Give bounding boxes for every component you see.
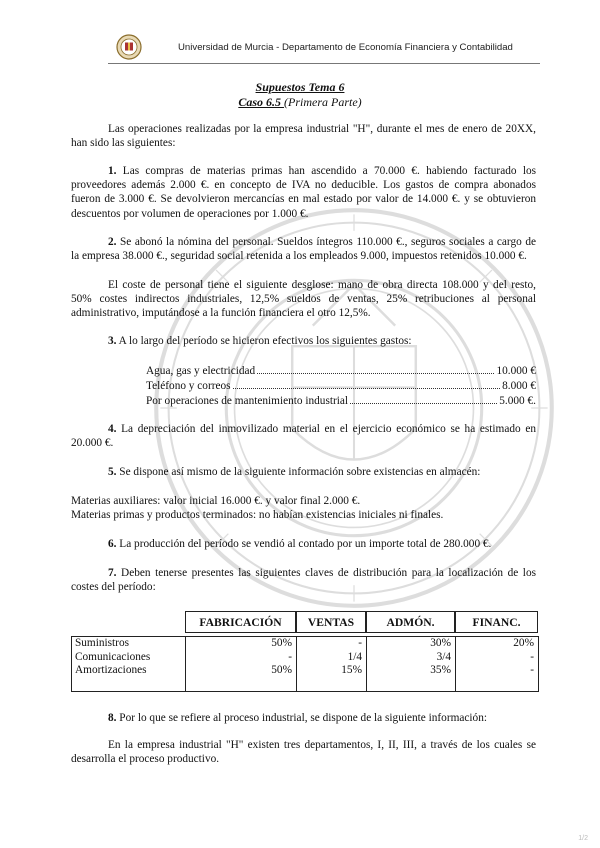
leader-dots (257, 364, 494, 374)
table-cell: - (530, 650, 534, 663)
document-title: Supuestos Tema 6 (255, 80, 345, 94)
table-cell: - (288, 650, 292, 663)
item-3-num: 3. (108, 335, 117, 347)
table-row (71, 664, 538, 678)
expense-label: Agua, gas y electricidad (146, 365, 256, 377)
col-header-ventas: VENTAS (296, 611, 366, 633)
item-8-num: 8. (108, 712, 117, 724)
table-cell: 50% (271, 664, 292, 676)
intro-paragraph: Las operaciones realizadas por la empresa industrial "H", durante el mes de enero de 20XX, han sido las siguientes: (71, 123, 536, 150)
table-cell: - (358, 637, 362, 649)
expense-amount: 5.000 €. (499, 395, 536, 407)
item-5-line-1: Materias auxiliares: valor inicial 16.000 €. y valor final 2.000 €. (71, 495, 361, 507)
table-row (71, 651, 538, 665)
table-corner (71, 611, 185, 633)
distribution-table (71, 611, 538, 678)
row-label: Comunicaciones (75, 650, 151, 663)
expense-row (146, 364, 536, 378)
row-label: Amortizaciones (75, 664, 147, 676)
item-8-text: Por lo que se refiere al proceso industrial, se dispone de la siguiente información: (116, 712, 487, 724)
item-2 (71, 235, 536, 263)
item-5-line-2: Materias primas y productos terminados: no habían existencias iniciales ni finales. (71, 509, 444, 521)
item-2-breakdown: El coste de personal tiene el siguiente desglose: mano de obra directa 108.000 y del resto, 50% costes indirectos industriales, 12,5% sueldos de ventas, 25% retribuciones al personal administrativo, imputándose a la función financiera el otro 12,5%. (71, 279, 536, 320)
item-4-text: La depreciación del inmovilizado material en el ejercicio económico se ha estimado en 20.000 €. (71, 423, 536, 450)
header-rule (108, 63, 540, 64)
item-4 (71, 422, 536, 450)
table-cell: - (530, 664, 534, 676)
item-5-text: Se dispone así mismo de la siguiente información sobre existencias en almacén: (116, 466, 481, 478)
expense-label: Por operaciones de mantenimiento industrial (146, 395, 349, 407)
item-8-detail: En la empresa industrial "H" existen tres departamentos, I, II, III, a través de los cuales se desarrolla el proceso productivo. (71, 739, 536, 766)
item-1 (71, 164, 536, 221)
item-6-text: La producción del período se vendió al contado por un importe total de 280.000 €. (116, 538, 492, 550)
col-header-financ: FINANC. (455, 611, 538, 633)
header-institution: Universidad de Murcia - Departamento de Economía Financiera y Contabilidad (178, 42, 513, 53)
item-6-num: 6. (108, 538, 117, 550)
col-header-fabricacion: FABRICACIÓN (185, 611, 296, 633)
item-7-text: Deben tenerse presentes las siguientes claves de distribución para la localización de los costes del período: (71, 567, 536, 594)
item-7-num: 7. (108, 567, 117, 579)
expense-row (146, 394, 536, 408)
table-cell: 35% (430, 664, 451, 676)
table-cell: 15% (341, 664, 362, 676)
expense-label: Teléfono y correos (146, 380, 231, 392)
university-seal-watermark-icon (148, 202, 560, 614)
table-cell: 1/4 (347, 650, 362, 663)
item-2-text: Se abonó la nómina del personal. Sueldos íntegros 110.000 €., seguros sociales a cargo de la empresa 38.000 €., seguridad social retenida a los empleados 9.000, impuestos retenidos 10.000 €. (71, 236, 536, 263)
item-6 (71, 537, 536, 551)
case-title (0, 95, 600, 110)
item-4-num: 4. (108, 423, 117, 435)
item-7 (71, 566, 536, 594)
university-seal-icon (116, 34, 142, 60)
case-part: (Primera Parte) (284, 95, 362, 109)
item-1-num: 1. (108, 165, 117, 177)
table-cell: 3/4 (436, 650, 451, 663)
case-number: Caso 6.5 (238, 95, 285, 109)
expense-amount: 8.000 € (502, 380, 536, 392)
col-header-admon: ADMÓN. (366, 611, 455, 633)
item-3-text: A lo largo del período se hicieron efectivos los siguientes gastos: (116, 335, 412, 347)
table-cell: 20% (513, 637, 534, 649)
table-cell: 30% (430, 637, 451, 649)
row-label: Suministros (75, 637, 129, 649)
item-5-num: 5. (108, 466, 117, 478)
table-cell: 50% (271, 637, 292, 649)
item-5 (71, 465, 536, 479)
leader-dots (233, 379, 501, 389)
item-1-text: Las compras de materias primas han ascendido a 70.000 €. habiendo facturado los proveedores además 2.000 €. en concepto de IVA no deducible. Los gastos de compra abonados fueron de 3.000 €. Se devolvieron mercancías en mal estado por valor de 14.000 €. y se obtuvieron descuentos por volumen de operaciones por 1.000 €. (71, 165, 536, 220)
item-8 (71, 711, 536, 725)
item-2-num: 2. (108, 236, 117, 248)
table-header-row (71, 611, 538, 633)
expense-row (146, 379, 536, 393)
leader-dots (350, 394, 497, 404)
expense-amount: 10.000 € (496, 365, 536, 377)
table-row (71, 637, 538, 651)
page-number: 1/2 (578, 835, 588, 842)
item-3 (71, 334, 536, 348)
